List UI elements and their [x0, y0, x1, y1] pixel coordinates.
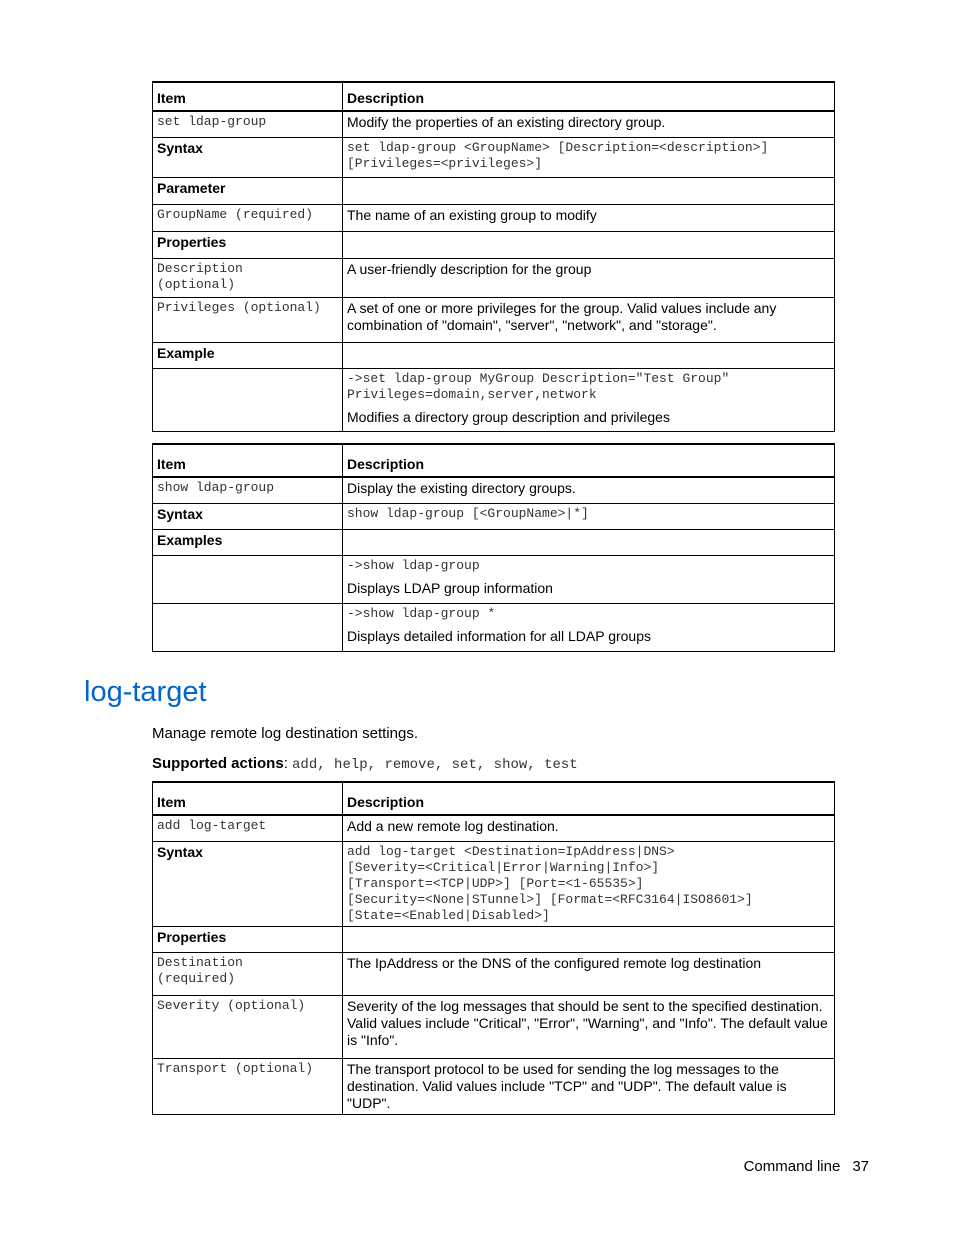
property-name: Destination (required) — [153, 952, 343, 995]
syntax-label: Syntax — [153, 137, 343, 177]
supported-actions-separator: : — [283, 755, 293, 772]
table-row — [153, 368, 835, 431]
property-name: Transport (optional) — [153, 1058, 343, 1114]
parameter-description: The name of an existing group to modify — [343, 204, 835, 231]
table-row — [153, 995, 835, 1058]
page-number: 37 — [852, 1158, 869, 1175]
table-row — [153, 603, 835, 651]
property-description: A user-friendly description for the group — [343, 258, 835, 297]
example-description: Displays detailed information for all LDAP groups — [347, 627, 652, 644]
command-description: Display the existing directory groups. — [343, 477, 835, 503]
command-name: add log-target — [153, 815, 343, 841]
example-code: ->set ldap-group MyGroup Description="Test Group" Privileges=domain,server,network — [347, 370, 730, 402]
page-footer — [744, 1158, 869, 1175]
item-header: Item — [153, 444, 343, 477]
example-description: Displays LDAP group information — [347, 579, 553, 596]
example-cell — [343, 368, 835, 431]
syntax-label: Syntax — [153, 503, 343, 529]
command-name: set ldap-group — [153, 111, 343, 137]
example-cell — [343, 603, 835, 651]
show-ldap-group-table — [152, 443, 835, 652]
syntax-text: set ldap-group <GroupName> [Description=<description>] [Privileges=<privileges>] — [343, 137, 835, 177]
property-name: Severity (optional) — [153, 995, 343, 1058]
description-header: Description — [343, 82, 835, 111]
examples-label: Examples — [153, 529, 343, 555]
item-header: Item — [153, 82, 343, 111]
table-row — [153, 204, 835, 231]
properties-label: Properties — [153, 926, 343, 952]
section-title: log-target — [84, 676, 207, 708]
add-log-target-table — [152, 781, 835, 1115]
example-description: Modifies a directory group description and privileges — [347, 408, 670, 425]
footer-section: Command line — [743, 1158, 841, 1175]
description-header: Description — [343, 782, 835, 815]
set-ldap-group-table — [152, 81, 835, 432]
property-description: The IpAddress or the DNS of the configured remote log destination — [343, 952, 835, 995]
table-row — [153, 952, 835, 995]
item-header: Item — [153, 782, 343, 815]
description-header: Description — [343, 444, 835, 477]
property-name: Description (optional) — [153, 258, 343, 297]
command-description: Add a new remote log destination. — [343, 815, 835, 841]
table-row — [153, 258, 835, 297]
properties-label: Properties — [153, 231, 343, 258]
supported-actions-label: Supported actions — [152, 755, 284, 772]
table-row — [153, 297, 835, 342]
section-intro: Manage remote log destination settings. — [152, 725, 418, 742]
property-description: Severity of the log messages that should be sent to the specified destination. Valid values include "Critical", "Error", "Warning", and "Info". The default value is "Info". — [343, 995, 835, 1058]
table-row — [153, 555, 835, 603]
example-label: Example — [153, 342, 343, 368]
example-code: ->show ldap-group * — [347, 605, 496, 621]
supported-actions-list: add, help, remove, set, show, test — [292, 757, 578, 773]
property-name: Privileges (optional) — [153, 297, 343, 342]
syntax-text: show ldap-group [<GroupName>|*] — [343, 503, 835, 529]
command-description: Modify the properties of an existing directory group. — [343, 111, 835, 137]
example-cell — [343, 555, 835, 603]
command-name: show ldap-group — [153, 477, 343, 503]
property-description: A set of one or more privileges for the group. Valid values include any combination of "domain", "server", "network", and "storage". — [343, 297, 835, 342]
syntax-text: add log-target <Destination=IpAddress|DNS> [Severity=<Critical|Error|Warning|Info>] [Transport=<TCP|UDP>] [Port=<1-65535>] [Security=<None|STunnel>] [Format=<RFC3164|ISO8601>] [State=<Enabled|Disabled>] — [343, 841, 835, 926]
table-row — [153, 1058, 835, 1114]
property-description: The transport protocol to be used for sending the log messages to the destination. Valid values include "TCP" and "UDP". The default value is "UDP". — [343, 1058, 835, 1114]
supported-actions — [152, 755, 578, 773]
parameter-label: Parameter — [153, 177, 343, 204]
example-code: ->show ldap-group — [347, 557, 480, 573]
syntax-label: Syntax — [153, 841, 343, 926]
parameter-name: GroupName (required) — [153, 204, 343, 231]
